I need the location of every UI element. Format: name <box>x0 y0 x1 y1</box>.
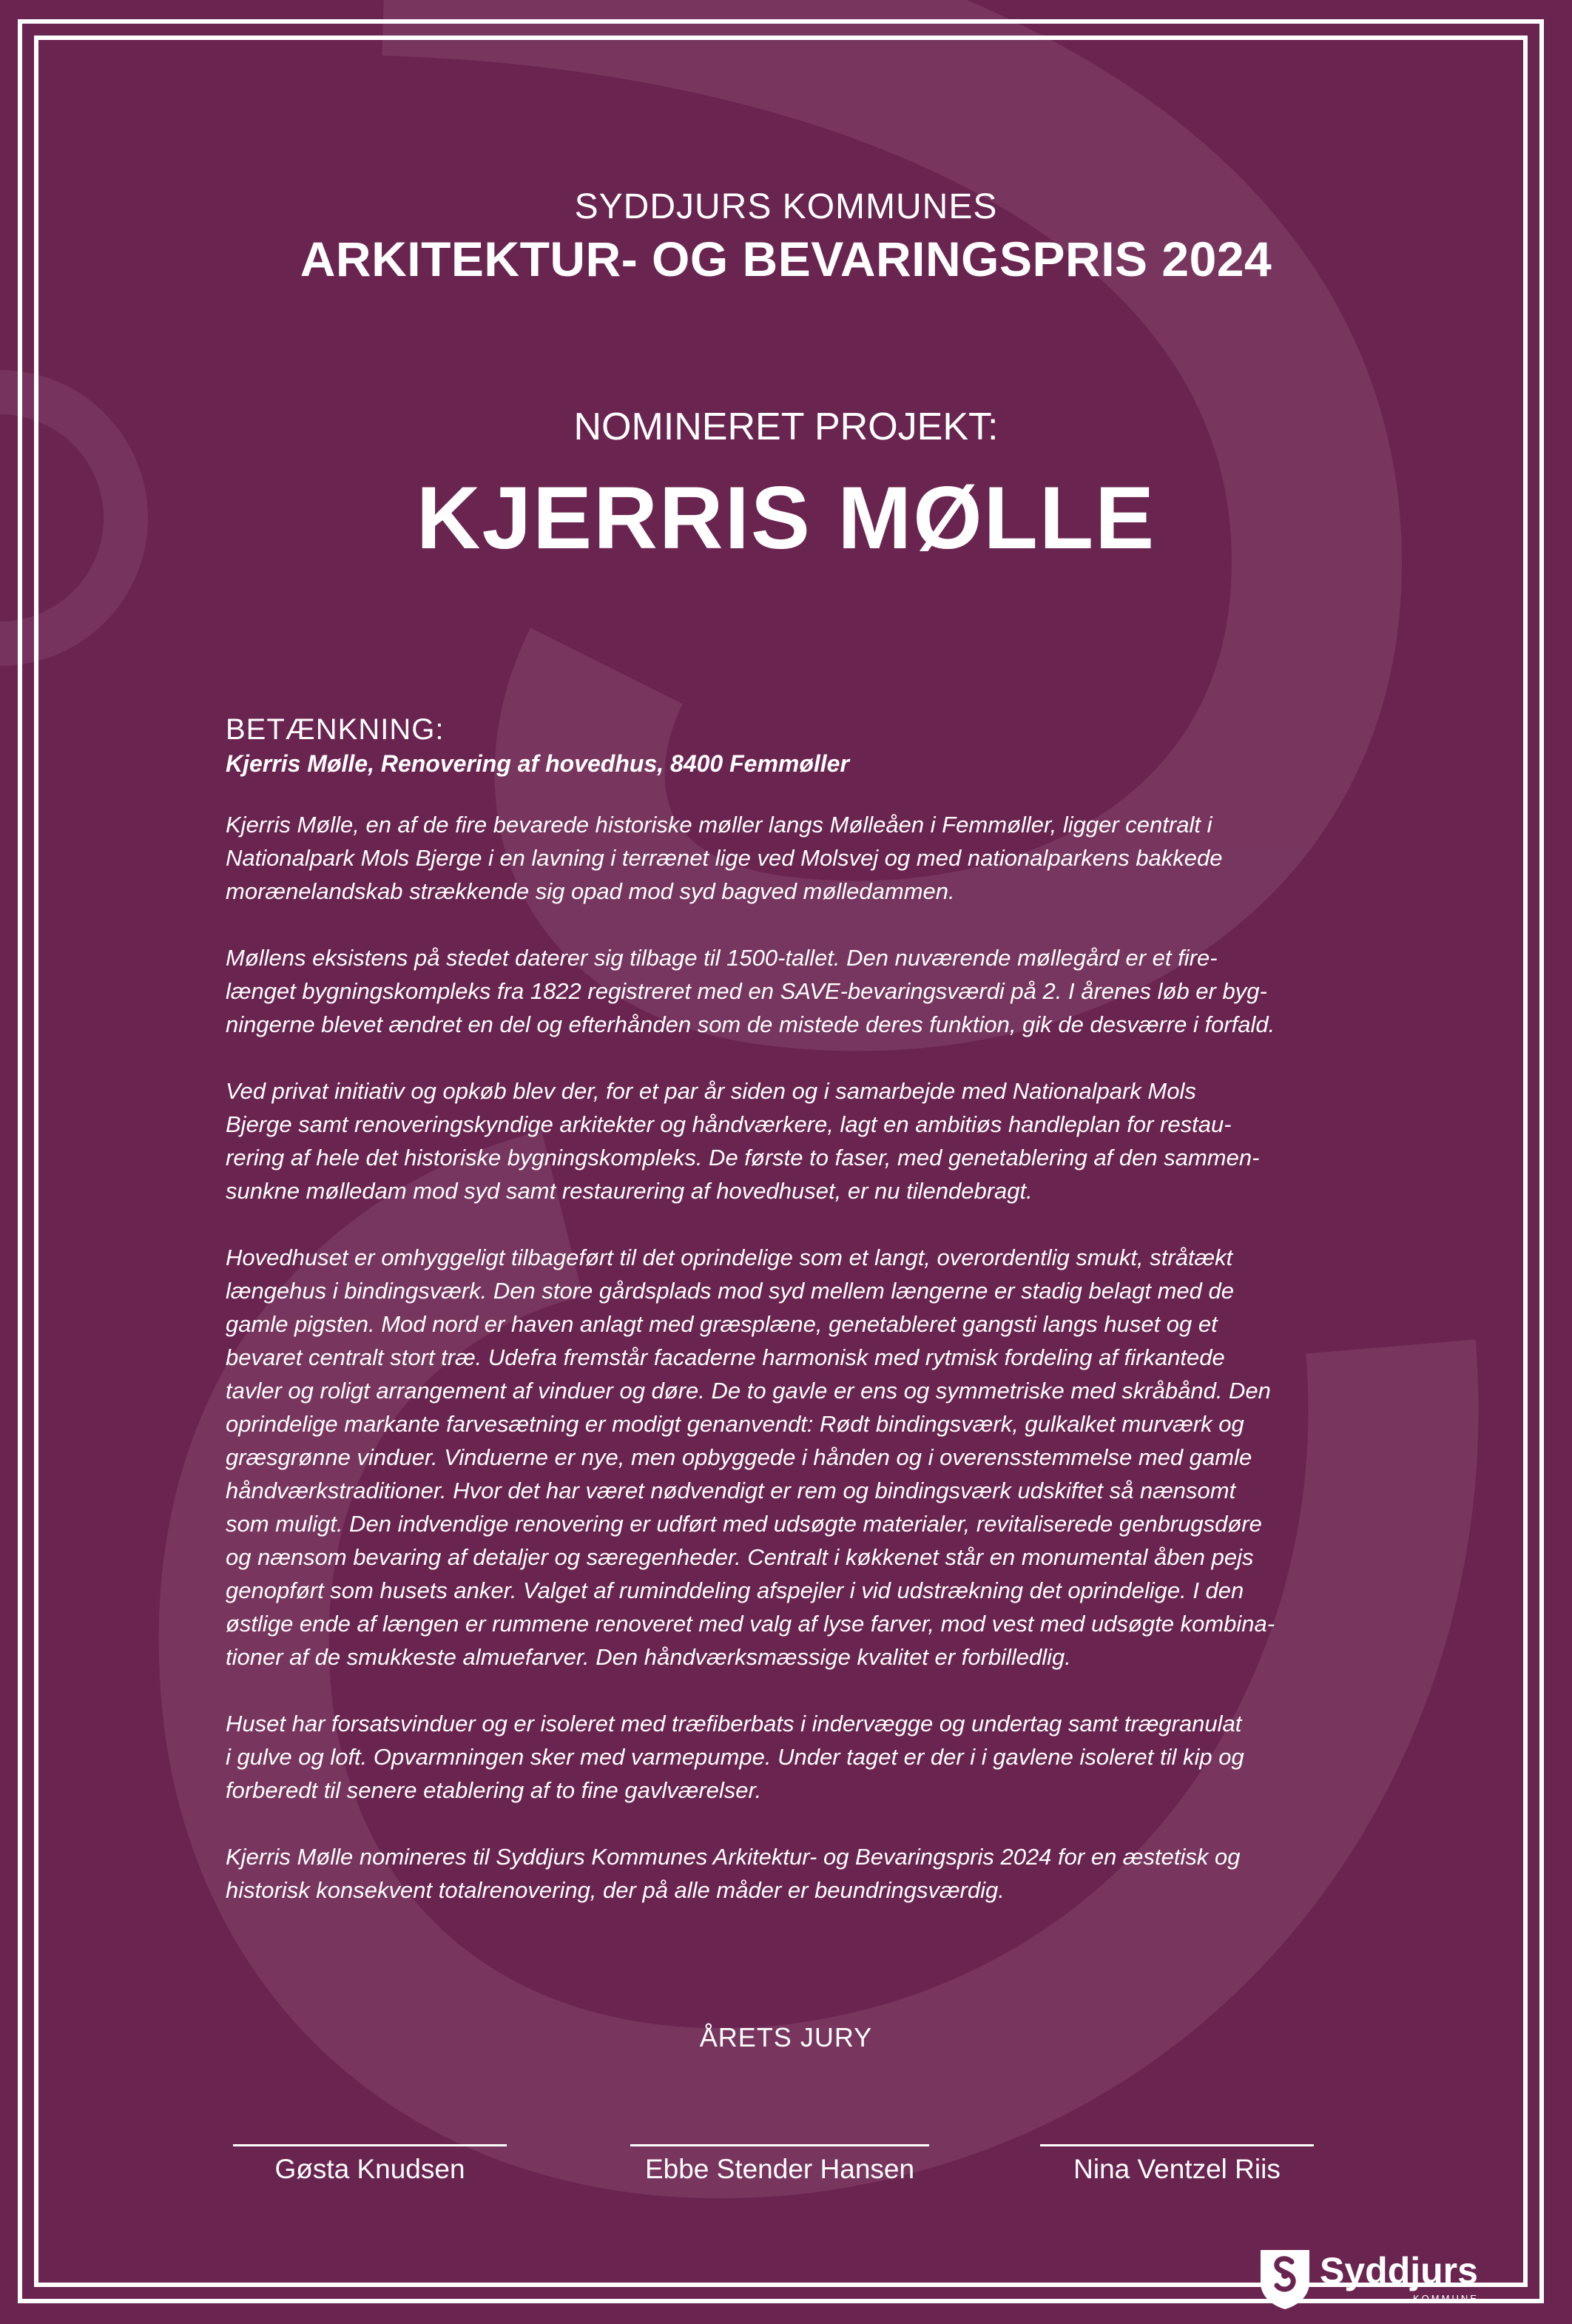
header-subtitle: SYDDJURS KOMMUNES <box>574 187 998 226</box>
nominated-label: NOMINERET PROJEKT: <box>573 405 999 448</box>
award-title: ARKITEKTUR- OG BEVARINGSPRIS 2024 <box>300 232 1272 286</box>
jury-signature-3: Nina Ventzel Riis <box>1040 2144 1314 2188</box>
logo-wordmark: Syddjurs <box>1320 2250 1478 2291</box>
jury-label: ÅRETS JURY <box>699 2022 873 2052</box>
project-address: Kjerris Mølle, Renovering af hovedhus, 8400 Femmøller <box>226 750 849 777</box>
syddjurs-logo <box>1258 2246 1487 2312</box>
statement-paragraph: Huset har forsatsvinduer og er isoleret med træfiberbats i indervægge og undertag samt trægranulat i gulve og loft. Opvarmningen sker med varmepumpe. Under taget er der i i gavlene isoleret til kip og forberedt til senere etablering af to fine gavlværelser. <box>226 1711 1244 1803</box>
statement-block <box>226 712 1380 1940</box>
jury-signature-2: Ebbe Stender Hansen <box>630 2144 929 2188</box>
statement-paragraph: Ved privat initiativ og opkøb blev der, for et par år siden og i samarbejde med Nationalpark Mols Bjerge samt renoveringskyndige arkitekter og håndværkere, lagt en ambitiøs handleplan for restau- rering af hele det historiske bygningskompleks. De første to faser, med genetablering af den sammen- sunkne mølledam mod syd samt restaurering af hovedhuset, er nu tilendebragt. <box>226 1078 1260 1204</box>
jury-signature-1: Gøsta Knudsen <box>233 2144 507 2188</box>
statement-heading: BETÆNKNING: <box>226 713 445 746</box>
statement-paragraph: Kjerris Mølle, en af de fire bevarede historiske møller langs Mølleåen i Femmøller, ligger centralt i Nationalpark Mols Bjerge i en lavning i terrænet lige ved Molsvej og med nationalparkens bakkede morænelandskab strækkende sig opad mod syd bagved mølledammen. <box>226 812 1223 904</box>
statement-paragraph: Kjerris Mølle nomineres til Syddjurs Kommunes Arkitektur- og Bevaringspris 2024 for en æstetisk og historisk konsekvent totalrenovering, der på alle måder er beundringsværdig. <box>226 1844 1241 1903</box>
project-name: KJERRIS MØLLE <box>416 468 1156 567</box>
logo-subtitle: KOMMUNE <box>1413 2293 1479 2304</box>
statement-paragraph: Hovedhuset er omhyggeligt tilbageført til det oprindelige som et langt, overordentlig smukt, stråtækt længehus i bindingsværk. Den store gårdsplads mod syd mellem længerne er stadig belagt med de gamle pigsten. Mod nord er haven anlagt med græsplæne, genetableret gangsti langs huset og et bevaret centralt stort træ. Udefra fremstår facaderne harmonisk med rytmisk fordeling af firkantede tavler og roligt arrangement af vinduer og døre. De to gavle er ens og symmetriske med skråbånd. Den oprindelige markante farvesætning er modigt genanvendt: Rødt bindingsværk, gulkalket murværk og græsgrønne vinduer. Vinduerne er nye, men opbyggede i hånden og i overensstemmelse med gamle håndværkstraditioner. Hvor det har været nødvendigt er rem og bindingsværk udskiftet så nænsomt som muligt. Den indvendige renovering er udført med udsøgte materialer, revitaliserede genbrugsdøre og nænsom bevaring af detaljer og særegenheder. Centralt i køkkenet står en monumental åben pejs genopført som husets anker. Valget af ruminddeling afspejler i vid udstrækning det oprindelige. I den østlige ende af længen er rummene renoveret med valg af lyse farver, mod vest med udsøgte kombina- tioner af de smukkeste almuefarver. Den håndværksmæssige kvalitet er forbilledlig. <box>226 1244 1275 1670</box>
syddjurs-shield-icon <box>1258 2246 1312 2311</box>
statement-paragraph: Møllens eksistens på stedet daterer sig tilbage til 1500-tallet. Den nuværende møllegård er et fire- længet bygningskompleks fra 1822 registreret med en SAVE-bevaringsværdi på 2. I årenes løb er byg- ningerne blevet ændret en del og efterhånden som de mistede deres funktion, gik de desværre i forfald. <box>226 945 1275 1037</box>
